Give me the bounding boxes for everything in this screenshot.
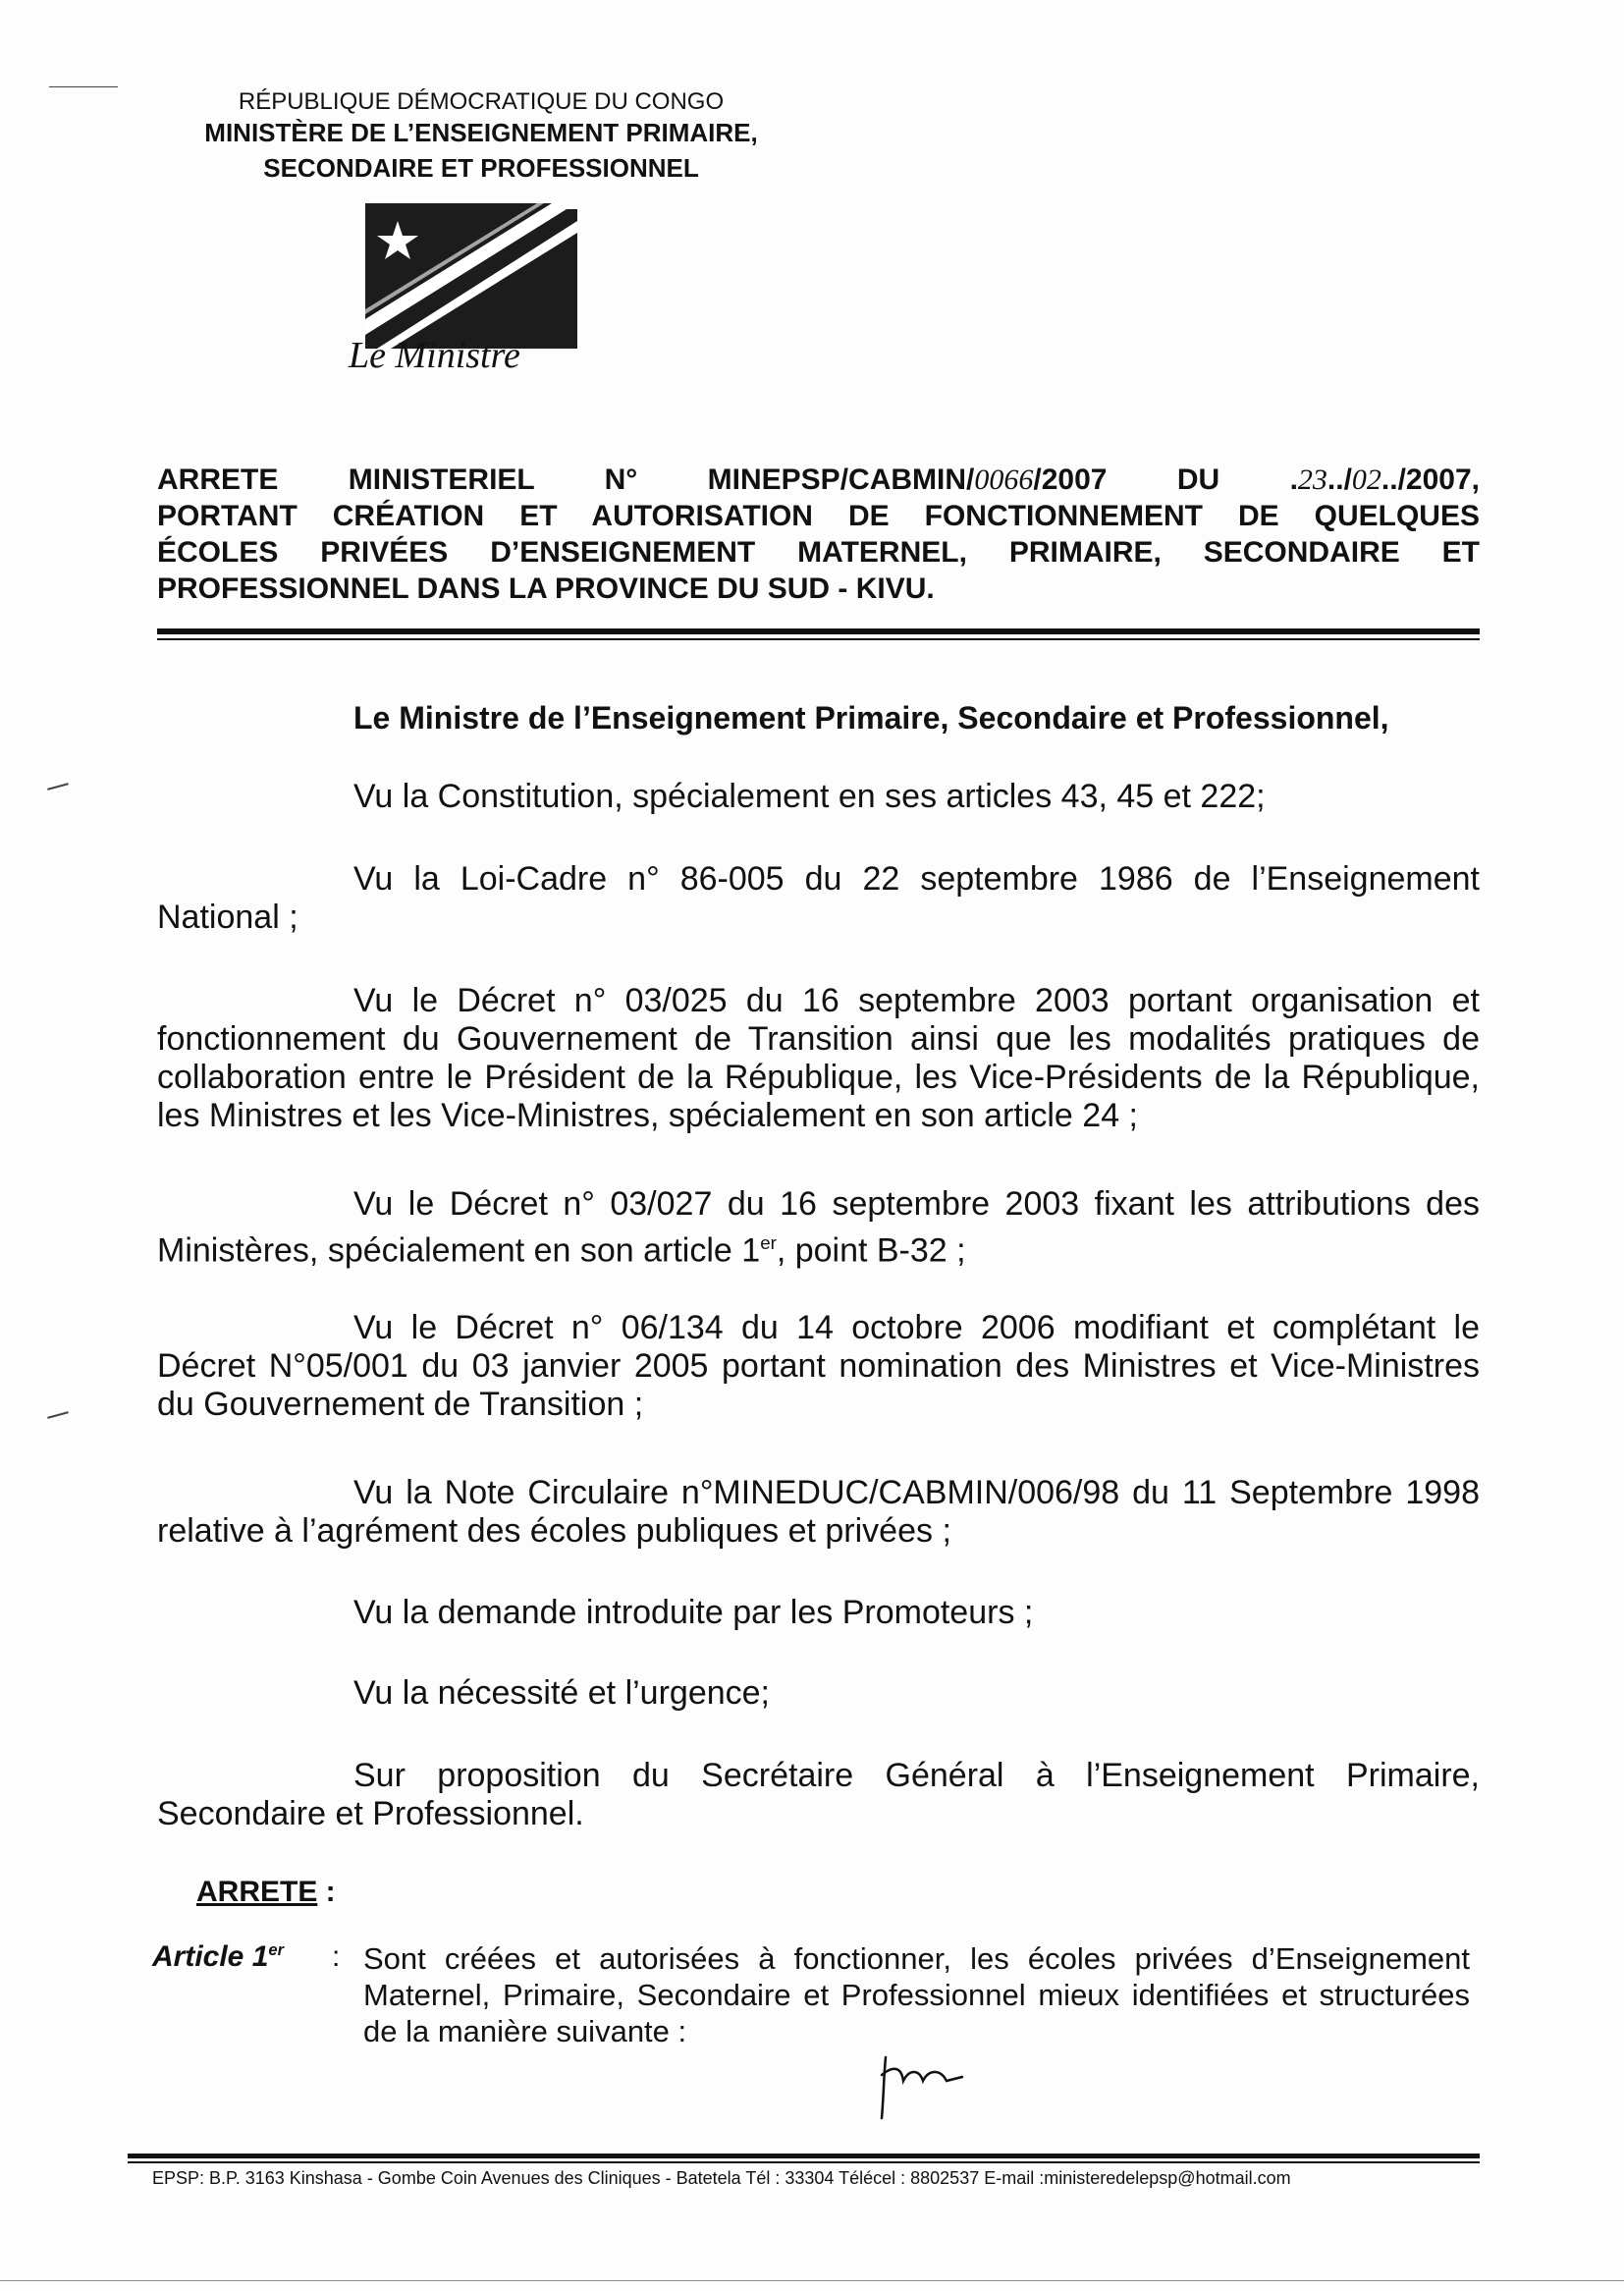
preamble-decret-03-025: Vu le Décret n° 03/025 du 16 septembre 2003 portant organisation et fonctionnement du Gouvernement de Transition ainsi que les modalités pratiques de collaboration entre le Président de la République, les Vice-Présidents de la République, les Ministres et les Vice-Ministres, spécialement en son article 24 ; (157, 982, 1480, 1134)
title-rule-thin (157, 638, 1480, 640)
preamble-loi-cadre: Vu la Loi-Cadre n° 86-005 du 22 septembre 1986 de l’Enseignement National ; (157, 860, 1480, 936)
arrete-heading (196, 1876, 336, 1909)
superscript: er (268, 1941, 284, 1959)
title-ref-prefix: ARRETE MINISTERIEL N° MINEPSP/CABMIN/ (157, 464, 975, 496)
preamble-proposition: Sur proposition du Secrétaire Général à l’Enseignement Primaire, Secondaire et Professionnel. (157, 1757, 1480, 1832)
decree-day: 23 (1297, 464, 1327, 496)
article-text: Sont créées et autorisées à fonctionner, les écoles privées d’Enseignement Maternel, Primaire, Secondaire et Professionnel mieux identifiées et structurées de la manière suivante : (363, 1941, 1470, 2048)
arrete-colon: : (317, 1876, 336, 1908)
title-rule (157, 628, 1480, 634)
preamble-note-circulaire: Vu la Note Circulaire n°MINEDUC/CABMIN/006/98 du 11 Septembre 1998 relative à l’agrément des écoles publiques et privées ; (157, 1474, 1480, 1550)
title-line-1 (157, 462, 1480, 498)
preamble-constitution: Vu la Constitution, spécialement en ses articles 43, 45 et 222; (353, 778, 1266, 815)
article-label (152, 1940, 284, 1974)
ministry-subtitle: SECONDAIRE ET PROFESSIONNEL (263, 153, 699, 183)
initials-icon (864, 2047, 992, 2126)
preamble-demande: Vu la demande introduite par les Promoteurs ; (353, 1594, 1034, 1631)
footer-contact: EPSP: B.P. 3163 Kinshasa - Gombe Coin Avenues des Cliniques - Batetela Tél : 33304 Télécel : 8802537 E-mail :ministeredelepsp@hotmail.com (152, 2168, 1291, 2188)
decree-title (157, 462, 1480, 607)
decree-month: 02 (1351, 464, 1381, 496)
article-colon: : (332, 1940, 341, 1973)
scan-mark (47, 1411, 69, 1419)
preamble-decret-03-027 (157, 1185, 1480, 1270)
drc-flag-icon (365, 203, 577, 349)
signatory-title: Le Ministre (349, 335, 520, 376)
scan-mark (47, 783, 69, 791)
date-separator: ../ (1326, 464, 1352, 496)
footer-rule-thin (128, 2161, 1480, 2163)
page-bottom-edge (0, 2280, 1624, 2281)
footer-rule (128, 2154, 1480, 2158)
title-line-2: PORTANT CRÉATION ET AUTORISATION DE FONCTIONNEMENT DE QUELQUES (157, 500, 1480, 532)
decret-03-027-end: , point B-32 ; (776, 1231, 966, 1270)
preamble-heading: Le Ministre de l’Enseignement Primaire, Secondaire et Professionnel, (353, 700, 1389, 736)
superscript: er (760, 1232, 777, 1253)
title-line-3: ÉCOLES PRIVÉES D’ENSEIGNEMENT MATERNEL, PRIMAIRE, SECONDAIRE ET (157, 536, 1480, 569)
preamble-decret-06-134: Vu le Décret n° 06/134 du 14 octobre 2006 modifiant et complétant le Décret N°05/001 du 03 janvier 2005 portant nomination des Ministres et Vice-Ministres du Gouvernement de Transition ; (157, 1309, 1480, 1423)
scan-mark (49, 86, 118, 87)
preamble-urgence: Vu la nécessité et l’urgence; (353, 1674, 770, 1712)
decret-03-027-text: Vu le Décret n° 03/027 du 16 septembre 2003 fixant les attributions des Ministères, spécialement en son article 1 (157, 1185, 1480, 1270)
title-ref-mid: /2007 DU . (1033, 464, 1298, 496)
decree-number: 0066 (974, 464, 1034, 496)
ministry-name: MINISTÈRE DE L’ENSEIGNEMENT PRIMAIRE, (204, 118, 758, 147)
country-name: RÉPUBLIQUE DÉMOCRATIQUE DU CONGO (238, 88, 725, 115)
title-line-4: PROFESSIONNEL DANS LA PROVINCE DU SUD - KIVU. (157, 573, 935, 605)
article-number: Article 1 (152, 1940, 269, 1973)
title-ref-suffix: ../2007, (1380, 464, 1480, 496)
arrete-label: ARRETE (196, 1876, 318, 1908)
